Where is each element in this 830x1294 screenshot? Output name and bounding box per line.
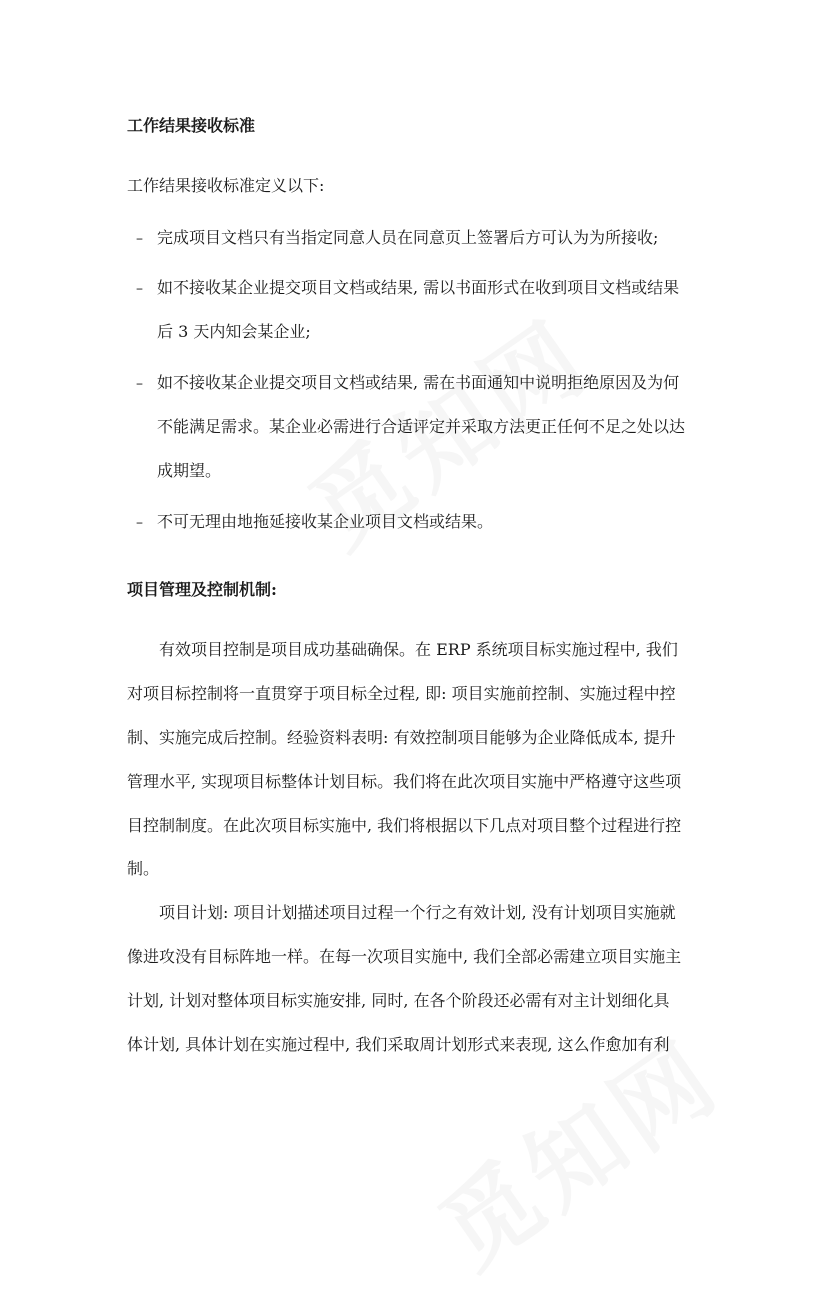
paragraph-line: 计划, 计划对整体项目标实施安排, 同时, 在各个阶段还必需有对主计划细化具 [127,991,670,1010]
bullet-item-line: 如不接收某企业提交项目文档或结果, 需在书面通知中说明拒绝原因及为何 [157,373,680,392]
bullet-item-line: 完成项目文档只有当指定同意人员在同意页上签署后方可认为为所接收; [157,228,659,247]
section-title-project-management: 项目管理及控制机制: [127,580,277,599]
paragraph-line: 管理水平, 实现项目标整体计划目标。我们将在此次项目实施中严格遵守这些项 [127,772,682,791]
paragraph-line: 有效项目控制是项目成功基础确保。在 ERP 系统项目标实施过程中, 我们 [159,640,678,659]
section-title-acceptance: 工作结果接收标准 [127,116,256,135]
bullet-item-line: 如不接收某企业提交项目文档或结果, 需以书面形式在收到项目文档或结果 [157,278,680,297]
bullet-marker: – [136,281,143,297]
bullet-item-line: 后 3 天内知会某企业; [157,322,311,341]
bullet-item-line: 不能满足需求。某企业必需进行合适评定并采取方法更正任何不足之处以达 [157,417,686,436]
bullet-marker: – [136,376,143,392]
paragraph-line: 制、实施完成后控制。经验资料表明: 有效控制项目能够为企业降低成本, 提升 [127,728,676,747]
paragraph-line: 体计划, 具体计划在实施过程中, 我们采取周计划形式来表现, 这么作愈加有利 [127,1035,670,1054]
paragraph-line: 制。 [127,859,160,878]
bullet-item-line: 不可无理由地拖延接收某企业项目文档或结果。 [157,512,494,531]
section-intro: 工作结果接收标准定义以下: [127,176,325,195]
bullet-marker: – [136,231,143,247]
paragraph-line: 项目计划: 项目计划描述项目过程一个行之有效计划, 没有计划项目实施就 [159,903,676,922]
paragraph-line: 对项目标控制将一直贯穿于项目标全过程, 即: 项目实施前控制、实施过程中控 [127,684,676,703]
bullet-item-line: 成期望。 [157,461,222,480]
paragraph-line: 目控制制度。在此次项目标实施中, 我们将根据以下几点对项目整个过程进行控 [127,816,682,835]
paragraph-line: 像进攻没有目标阵地一样。在每一次项目实施中, 我们全部必需建立项目实施主 [127,947,682,966]
bullet-marker: – [136,515,143,531]
